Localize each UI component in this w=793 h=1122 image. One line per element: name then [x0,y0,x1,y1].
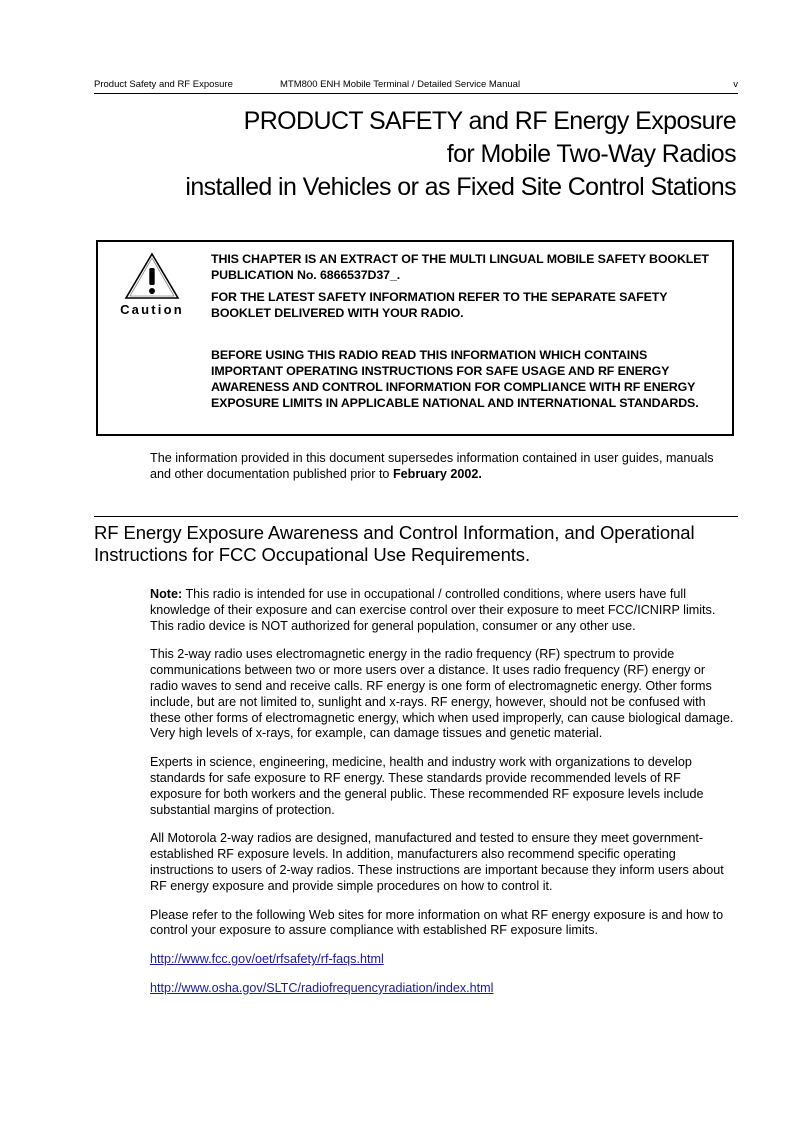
body-paragraph-4: Please refer to the following Web sites for more information on what RF energy exposure is and how to control your exposure to assure compliance with established RF exposure limits. [150,907,724,938]
header-divider [94,93,738,94]
link-paragraph-1 [150,952,735,968]
caution-text [211,251,721,417]
note-paragraph [150,587,735,634]
body-content [150,587,735,1010]
title-line-2: for Mobile Two-Way Radios [446,140,736,168]
section-divider [94,516,738,517]
caution-paragraph-3: BEFORE USING THIS RADIO READ THIS INFORMATION WHICH CONTAINS IMPORTANT OPERATING INSTRUCTIONS FOR SAFE USAGE AND RF ENERGY AWARENESS AND CONTROL INFORMATION FOR COMPLIANCE WITH RF ENERGY EXPOSURE LIMITS IN APPLICABLE NATIONAL AND INTERNATIONAL STANDARDS. [211,348,699,410]
supersede-date: February 2002. [392,467,482,481]
supersede-text: The information provided in this document supersedes information contained in user guides, manuals and other documentation published prior to [150,451,714,481]
caution-box [96,240,734,436]
body-paragraph-3: All Motorola 2-way radios are designed, manufactured and tested to ensure they meet government-established RF exposure levels. In addition, manufacturers also recommend specific operating instructions to users of 2-way radios. These instructions are important because they inform users about RF energy exposure and provide simple procedures on how to control it. [150,831,724,893]
title-line-3: installed in Vehicles or as Fixed Site Control Stations [185,173,736,201]
caution-label: Caution [120,302,184,317]
body-paragraph-1: This 2-way radio uses electromagnetic energy in the radio frequency (RF) spectrum to provide communications between two or more users over a distance. It uses radio frequency (RF) energy or radio waves to send and receive calls. RF energy is one form of electromagnetic energy. Other forms include, but are not limited to, sunlight and x-rays. RF energy, however, should not be confused with these other forms of electromagnetic energy, which when used improperly, can cause biological damage. Very high levels of x-rays, for example, can damage tissues and genetic material. [150,647,734,741]
note-text: This radio is intended for use in occupational / controlled conditions, where users have full knowledge of their exposure and can exercise control over their exposure to meet FCC/ICNIRP limits. This radio device is NOT authorized for general population, consumer or any other use. [150,587,716,633]
supersede-notice [150,450,735,482]
link-paragraph-2 [150,981,735,997]
body-paragraph-2: Experts in science, engineering, medicine, health and industry work with organizations to develop standards for safe exposure to RF energy. These standards provide recommended levels of RF exposure for both workers and the general public. These recommended RF exposure levels include substantial margins of protection. [150,755,704,817]
page-header [94,78,738,92]
page-title [94,105,736,204]
caution-paragraph-1: THIS CHAPTER IS AN EXTRACT OF THE MULTI LINGUAL MOBILE SAFETY BOOKLET PUBLICATION No. 6866537D37_. [211,252,709,282]
header-section-title: Product Safety and RF Exposure [94,79,233,90]
warning-triangle-icon [124,252,180,300]
osha-link[interactable]: http://www.osha.gov/SLTC/radiofrequencyradiation/index.html [150,980,494,995]
caution-paragraph-2: FOR THE LATEST SAFETY INFORMATION REFER TO THE SEPARATE SAFETY BOOKLET DELIVERED WITH YOUR RADIO. [211,290,668,320]
title-line-1: PRODUCT SAFETY and RF Energy Exposure [243,107,736,135]
section-heading: RF Energy Exposure Awareness and Control Information, and Operational Instructions for FCC Occupational Use Requirements. [94,522,695,565]
header-page-number: v [733,79,738,90]
fcc-link[interactable]: http://www.fcc.gov/oet/rfsafety/rf-faqs.html [150,952,384,967]
header-manual-title: MTM800 ENH Mobile Terminal / Detailed Service Manual [280,79,521,90]
note-label: Note: [150,587,183,601]
caution-badge [118,252,186,328]
